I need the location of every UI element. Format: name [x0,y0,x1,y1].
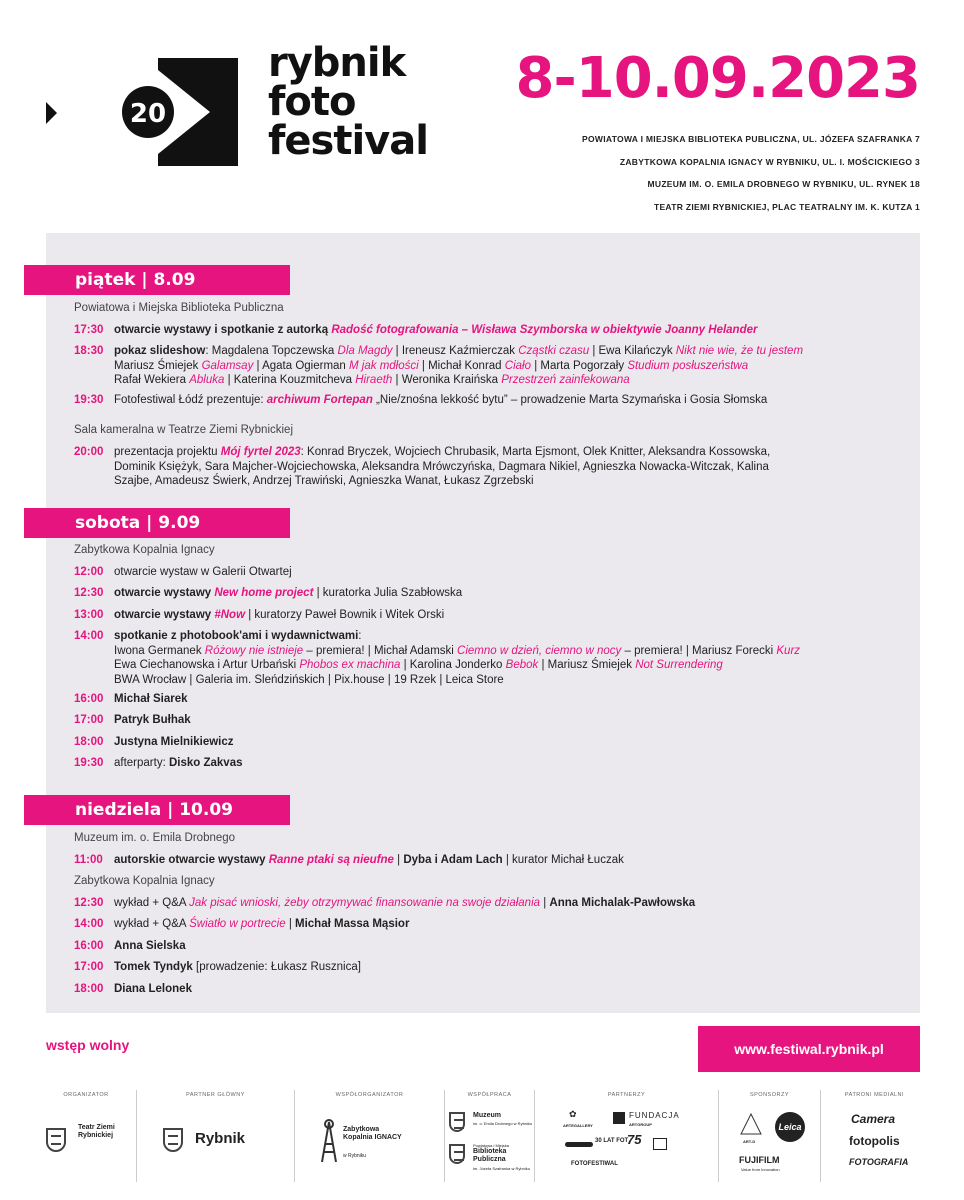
event-row [74,982,904,997]
event-time: 12:00 [74,566,104,578]
event-text: wykład + Q&A [114,918,190,930]
foundation-icon [613,1112,625,1124]
event-text: | Karolina Jonderko [400,659,506,671]
logo-wordmark [268,40,428,164]
venue-address: MUZEUM IM. O. EMILA DROBNEGO W RYBNIKU, UL. RYNEK 18 [647,179,920,189]
event-text: – premiera! | Michał Adamski [303,644,458,657]
media-logo-fotopolis: fotopolis [849,1134,900,1148]
festival-dates: 8-10.09.2023 [515,46,920,111]
event-text: | [285,918,296,930]
event-row [74,323,904,338]
event-title: Ranne ptaki są nieufne [268,854,394,866]
partner-logo-fotofestiwal: FOTOFESTIWAL [571,1161,618,1167]
event-time: 18:00 [74,983,104,995]
free-entry-label: wstęp wolny [46,1037,130,1053]
event-row [74,756,904,771]
event-time: 11:00 [74,854,103,866]
event-text: spotkanie z photobook'ami i wydawnictwami [114,630,359,642]
logo-line-2: foto [268,79,356,125]
sponsor-group-cooperation [444,1090,534,1182]
event-time: 19:30 [74,757,104,769]
work-title: Galamsay [201,359,254,372]
event-text: Szajbe, Amadeusz Świerk, Andrzej Trawiński, Agnieszka Wanat, Łukasz Zgrzebski [114,475,534,487]
event-text: „Nie/znośna lekkość bytu” – prowadzenie Marta Szymańska i Gosia Słomska [372,394,768,406]
work-title: Hiraeth [355,374,393,386]
program-panel [46,233,920,1013]
work-title: Phobos ex machina [299,659,401,671]
event-time: 18:30 [74,345,104,357]
event-text: pokaz slideshow [114,345,206,357]
event-title: Mój fyrtel 2023 [220,446,301,458]
sponsor-group-media [820,1090,928,1182]
coorganizer-sub: w Rybniku [343,1153,367,1159]
event-text: Rafał Wekiera [114,374,190,386]
event-text: | Ewa Kilańczyk [589,345,676,357]
event-row [74,344,904,388]
event-text: | [393,854,404,866]
sponsor-group-main-partner [136,1090,294,1182]
event-text: BWA Wrocław | Galeria im. Sleńdzińskich | Pix.house | 19 Rzek | Leica Store [114,673,504,686]
media-logo-camera: Camera [851,1112,896,1126]
work-title: Kurz [776,644,801,657]
coop-logo-library: Biblioteka Publiczna [473,1148,507,1163]
event-text: otwarcie wystawy [114,609,215,621]
event-text: otwarcie wystawy [114,587,215,599]
partner-logo-75: 75 [627,1132,642,1147]
partner-badge-icon [653,1138,667,1150]
event-title: archiwum Fortepan [266,394,373,406]
event-text: | kuratorzy Paweł Bownik i Witek Orski [245,609,445,621]
sponsor-caption: PARTNER GŁÓWNY [186,1092,245,1098]
arrow-icon [46,102,57,124]
partner-logo-fundacja-sub: ARTGROUP [629,1122,652,1127]
event-text: Justyna Mielnikiewicz [114,736,234,748]
event-text: Ewa Ciechanowska i Artur Urbański [114,659,300,671]
event-text: Iwona Germanek [114,644,205,657]
sponsor-caption: PATRONI MEDIALNI [844,1092,905,1098]
event-row [74,713,904,728]
event-title: Radość fotografowania – Wisława Szymborska w obiektywie Joanny Helander [331,324,758,336]
event-text: autorskie otwarcie wystawy [114,854,269,866]
work-title: Cząstki czasu [518,345,590,357]
header [0,0,964,225]
event-text: Anna Sielska [114,940,186,952]
event-text: | kurator Michał Łuczak [502,854,624,866]
event-time: 20:00 [74,446,104,458]
event-row [74,586,904,601]
event-text: : Magdalena Topczewska [205,345,338,357]
work-title: Jak pisać wnioski, żeby otrzymywać finansowanie na swoje działania [189,897,541,909]
event-text: [prowadzenie: Łukasz Rusznica] [192,961,361,973]
day-label-saturday: sobota | 9.09 [24,508,290,538]
sponsor-logo-fujifilm-sub: Value from Innovation [741,1167,780,1172]
event-text: : Konrad Bryczek, Wojciech Chrubasik, Marta Ejsmont, Olek Knitter, Aleksandra Kossowska, [300,446,771,458]
mine-tower-icon [319,1118,339,1162]
logo-number: 20 [129,99,167,129]
event-text: Patryk Bułhak [114,714,191,726]
flower-icon: ✿ [569,1109,577,1119]
coop-logo-museum: Muzeum [473,1112,501,1119]
sponsor-group-sponsors [718,1090,820,1182]
event-time: 17:00 [74,961,104,973]
event-row [74,565,904,580]
event-row [74,917,904,932]
venue-address: POWIATOWA I MIEJSKA BIBLIOTEKA PUBLICZNA, UL. JÓZEFA SZAFRANKA 7 [582,134,920,144]
work-title: Dla Magdy [337,345,393,357]
event-row [74,939,904,954]
event-time: 12:30 [74,587,104,599]
media-logo-fotografia: FOTOGRAFIA [849,1157,909,1167]
event-row [74,393,904,408]
work-title: Studium posłuszeństwa [627,359,749,372]
event-time: 17:00 [74,714,104,726]
event-row [74,960,904,975]
partner-logo-artegallery: ARTEGALLERY [563,1123,593,1128]
event-time: 17:30 [74,324,104,336]
day-label-sunday: niedziela | 10.09 [24,795,290,825]
event-text: | kuratorka Julia Szabłowska [313,587,463,599]
website-link[interactable]: www.festiwal.rybnik.pl [698,1026,920,1072]
event-text: Tomek Tyndyk [114,961,193,973]
work-title: M jak mdłości [349,359,419,372]
day-label-friday: piątek | 8.09 [24,265,290,295]
event-text: wykład + Q&A [114,897,190,909]
event-row [74,445,904,489]
venue-name: Zabytkowa Kopalnia Ignacy [74,875,215,887]
event-text: afterparty: [114,757,169,769]
event-title: #Now [214,609,246,621]
venue-address: ZABYTKOWA KOPALNIA IGNACY W RYBNIKU, UL. I. MOŚCICKIEGO 3 [619,156,920,167]
event-row [74,608,904,623]
crest-icon [46,1128,66,1152]
work-title: Bebok [505,659,539,671]
sponsor-logo-leica: Leica [775,1112,805,1142]
event-row [74,629,904,687]
event-text: | Michał Konrad [418,359,505,372]
venue-name: Zabytkowa Kopalnia Ignacy [74,544,215,556]
eye-icon [565,1142,593,1147]
event-row [74,896,904,911]
sponsor-caption: WSPÓŁORGANIZATOR [335,1092,404,1098]
crest-icon [163,1128,183,1152]
event-row [74,735,904,750]
work-title: Ciało [504,359,531,372]
event-text: Anna Michalak-Pawłowska [549,897,696,909]
sponsor-logo-art: ART-D [743,1139,756,1144]
sponsor-group-coorganizer [294,1090,444,1182]
event-title: New home project [214,587,314,599]
event-time: 12:30 [74,897,104,909]
event-text: – premiera! | Mariusz Forecki [621,644,777,657]
event-text: Fotofestiwal Łódź prezentuje: [114,394,267,406]
work-title: Not Surrendering [635,659,723,671]
sponsor-strip [36,1090,928,1182]
event-time: 16:00 [74,693,104,705]
work-title: Abluka [189,374,225,386]
event-text: | Katerina Kouzmitcheva [224,374,356,386]
event-text: | Ireneusz Kaźmierczak [392,345,519,357]
venue-address: TEATR ZIEMI RYBNICKIEJ, PLAC TEATRALNY IM. K. KUTZA 1 [653,201,920,212]
organizer-logo: Teatr Ziemi Rybnickiej [78,1124,115,1139]
coop-logo-library-pre: Powiatowa i Miejska [473,1143,510,1148]
event-text: Dominik Księżyk, Sara Majcher-Wojciechowska, Aleksandra Mrówczyńska, Dagmara Nikiel, Agnieszka Nowacka-Witczak, Kalina [114,460,769,473]
venue-name: Powiatowa i Miejska Biblioteka Publiczna [74,302,284,314]
sponsor-caption: SPONSORZY [749,1092,790,1098]
logo-line-3: festival [268,118,428,164]
event-time: 16:00 [74,940,104,952]
sponsor-caption: PARTNERZY [607,1092,646,1098]
logo-line-1: rybnik [268,40,406,86]
event-text: | Agata Ogierman [253,359,350,372]
partner-logo-fundacja: FUNDACJA [629,1111,680,1120]
event-text: Disko Zakvas [168,757,243,769]
work-title: Ciemno w dzień, ciemno w nocy [457,644,622,657]
event-text: | Mariusz Śmiejek [538,659,636,671]
sponsor-logo-fujifilm: FUJIFILM [739,1155,780,1165]
coop-logo-library-sub: im. Józefa Szafranka w Rybniku [473,1166,530,1171]
coorganizer-logo: Zabytkowa Kopalnia IGNACY [343,1126,402,1141]
event-text: Michał Siarek [114,693,188,705]
event-text: prezentacja projektu [114,446,221,458]
event-text: Michał Massa Mąsior [295,918,410,930]
event-text: : [358,630,362,642]
venue-name: Muzeum im. o. Emila Drobnego [74,832,236,844]
event-text: | [540,897,550,909]
event-row [74,853,904,868]
crest-icon [449,1144,465,1164]
event-time: 14:00 [74,630,104,642]
logo-mark [114,58,238,166]
triangle-logo-icon [739,1112,763,1136]
event-text: | Marta Pogorzały [531,359,628,372]
event-text: | Weronika Kraińska [392,374,502,386]
main-partner-logo: Rybnik [195,1130,246,1147]
sponsor-caption: ORGANIZATOR [63,1092,109,1098]
event-text: Mariusz Śmiejek [114,359,202,372]
event-text: otwarcie wystaw w Galerii Otwartej [114,566,292,578]
venue-list [582,128,920,218]
event-time: 13:00 [74,609,104,621]
venue-name: Sala kameralna w Teatrze Ziemi Rybnickiej [74,424,294,436]
work-title: Różowy nie istnieje [204,644,304,657]
work-title: Przestrzeń zainfekowana [501,374,630,386]
event-text: otwarcie wystawy i spotkanie z autorką [114,324,332,336]
coop-logo-museum-sub: im. o. Emila Drobnego w Rybniku [473,1121,533,1126]
event-time: 18:00 [74,736,104,748]
sponsor-group-organizer [36,1090,136,1182]
sponsor-group-partners [534,1090,718,1182]
work-title: Światło w portrecie [189,918,286,930]
event-text: Dyba i Adam Lach [403,854,503,866]
partner-logo-30lat: 30 LAT FOT [595,1138,629,1144]
work-title: Nikt nie wie, że tu jestem [675,345,804,357]
event-time: 19:30 [74,394,104,406]
crest-icon [449,1112,465,1132]
event-time: 14:00 [74,918,104,930]
sponsor-caption: WSPÓŁPRACA [467,1092,512,1098]
event-text: Diana Lelonek [114,983,192,995]
event-row [74,692,904,707]
